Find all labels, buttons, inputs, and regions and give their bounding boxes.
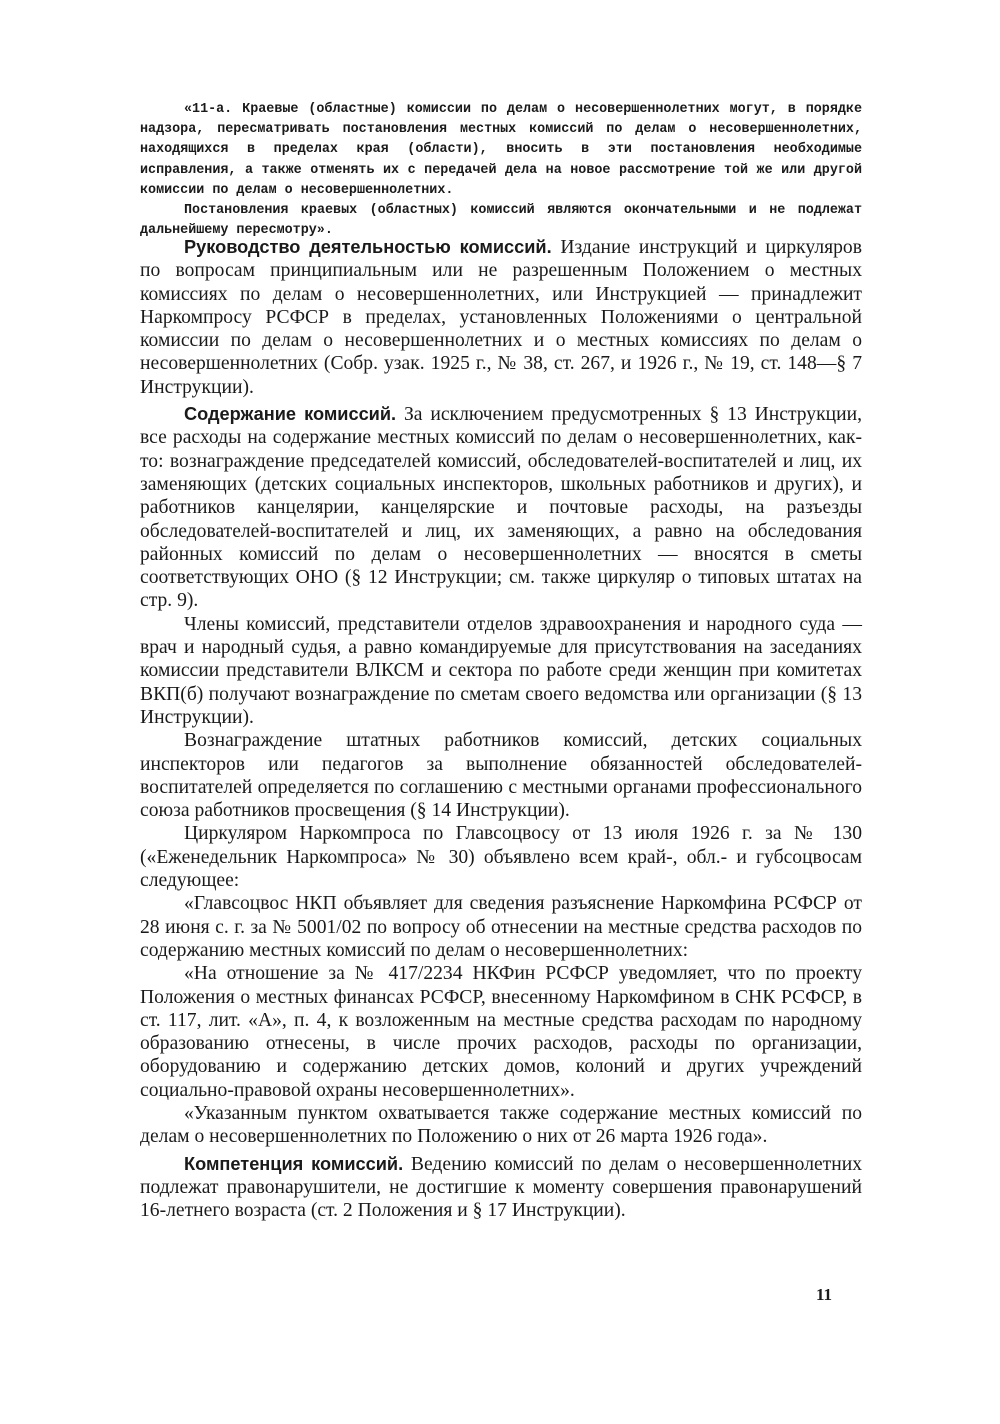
body-paragraph: Циркуляром Наркомпроса по Главсоцвосу от 13 июля 1926 г. за № 130 («Еженедельник Наркомпроса» № 30) объявлено всем край-, обл.- и губсоцвосам следующее: (140, 823, 862, 892)
section-paragraph (140, 236, 862, 399)
section-paragraph (140, 403, 862, 613)
body-paragraph: «Главсоцвос НКП объявляет для сведения разъяснение Наркомфина РСФСР от 28 июня с. г. за № 5001/02 по вопросу об отнесении на местные средства расходов по содержанию местных комиссий по делам о несовершеннолетних: (140, 893, 862, 961)
section-heading: Компетенция комиссий. (184, 1153, 404, 1174)
section-paragraph (140, 1153, 862, 1223)
article-number: «11-а. (184, 102, 233, 117)
main-text (140, 236, 862, 1222)
quote-paragraph: Постановления краевых (областных) комиссий являются окончательными и не подлежат дальнейшему пересмотру». (140, 203, 862, 239)
section-text: За исключением предусмотренных § 13 Инструкции, все расходы на содержание местных комиссий по делам о несовершеннолетних, как-то: вознаграждение председателей комиссий, обследователей-воспитателей и лиц, их заменяющих (детских социальных инспекторов, школьных работников и других), и работников канцелярии, канцелярские и почтовые расходы, на разъезды обследователей-воспитателей и лиц, их заменяющих, а равно на обследования районных комиссий по делам о несовершеннолетних — вносятся в сметы соответствующих ОНО (§ 12 Инструкции; см. также циркуляр о типовых штатах на стр. 9). (140, 404, 862, 612)
section-text: Ведению комиссий по делам о несовершеннолетних подлежат правонарушители, не достигшие к моменту совершения правонарушений 16-летнего возраста (ст. 2 Положения и § 17 Инструкции). (140, 1153, 862, 1222)
quote-text: Краевые (областные) комиссии по делам о несовершеннолетних могут, в порядке надзора, пересматривать постановления местных комиссий по делам о несовершеннолетних, находящихся в пределах края (области), вносить в эти постановления необходимые исправления, а также отменять их с передачей дела на новое рассмотрение той же или другой комиссии по делам о несовершеннолетних. (140, 102, 862, 198)
body-paragraph: Члены комиссий, представители отделов здравоохранения и народного суда — врач и народный судья, а равно командируемые для присутствования на заседаниях комиссии представители ВЛКСМ и сектора по работе среди женщин при комитетах ВКП(б) получают вознаграждение по сметам своего ведомства или организации (§ 13 Инструкции). (140, 613, 862, 728)
page-number: 11 (816, 1285, 833, 1304)
quote-block (140, 100, 862, 241)
body-paragraph: Вознаграждение штатных работников комиссий, детских социальных инспекторов или педагогов за выполнение обязанностей обследователей-воспитателей определяется по соглашению с местными органами профессионального союза работников просвещения (§ 14 Инструкции). (140, 730, 862, 822)
body-paragraph: «На отношение за № 417/2234 НКФин РСФСР уведомляет, что по проекту Положения о местных финансах РСФСР, внесенному Наркомфином в СНК РСФСР, в ст. 117, лит. «А», п. 4, к возложенным на местные средства расходам по народному образованию отнесены, в числе прочих расходов, расходы по организации, оборудованию и содержанию детских домов, колоний и других учреждений социально-правовой охраны несовершеннолетних». (140, 963, 862, 1101)
quote-paragraph (140, 100, 862, 201)
section-text: Издание инструкций и циркуляров по вопросам принципиальным или не разрешенным Положением о местных комиссиях по делам о несовершеннолетних, или Инструкцией — принадлежит Наркомпросу РСФСР в пределах, установленных Положениями о центральной комиссии по делам о несовершеннолетних и о местных комиссиях по делам о несовершеннолетних (Собр. узак. 1925 г., № 38, ст. 267, и 1926 г., № 19, ст. 148—§ 7 Инструкции). (140, 237, 862, 398)
section-heading: Руководство деятельностью комиссий. (184, 237, 552, 257)
section-heading: Содержание комиссий. (184, 404, 397, 425)
body-paragraph: «Указанным пунктом охватывается также содержание местных комиссий по делам о несовершеннолетних по Положению о них от 26 марта 1926 года». (140, 1102, 862, 1148)
